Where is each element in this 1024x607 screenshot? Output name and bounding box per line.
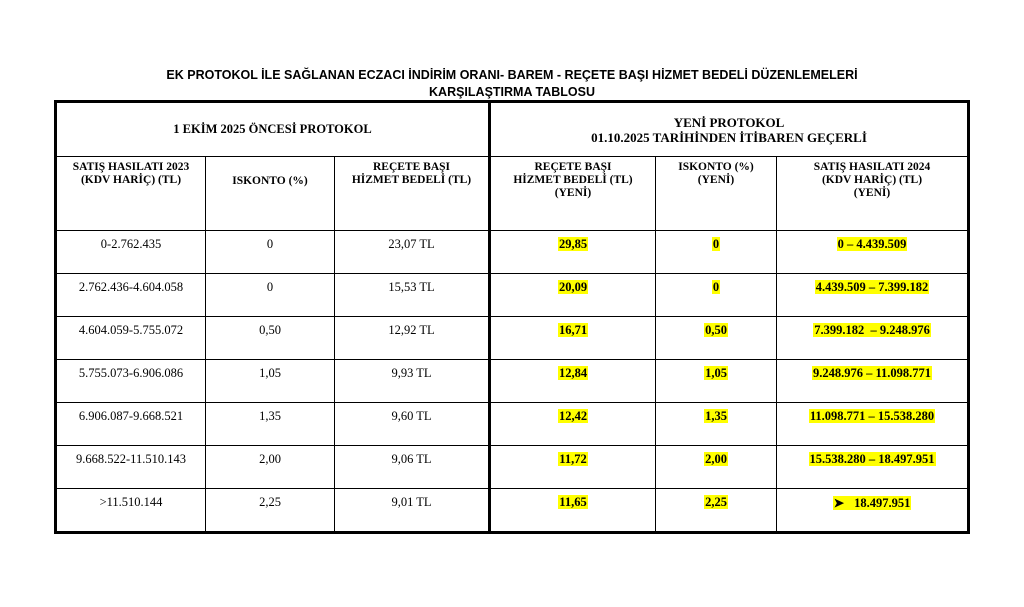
- highlighted-value: 11.098.771 – 15.538.280: [809, 409, 935, 423]
- new-iskonto-cell: [656, 231, 777, 274]
- old-range-cell: 2.762.436-4.604.058: [56, 274, 206, 317]
- arrow-bullet-icon: ➤: [833, 496, 845, 510]
- table-row: [56, 360, 969, 403]
- col-header-text: REÇETE BAŞI: [534, 161, 612, 173]
- highlighted-value: 12,42: [558, 409, 588, 423]
- new-range-cell: [777, 403, 969, 446]
- old-fee-cell: 9,93 TL: [335, 360, 490, 403]
- new-fee-cell: [490, 489, 656, 533]
- new-iskonto-cell: [656, 274, 777, 317]
- highlighted-value: 16,71: [558, 323, 588, 337]
- new-range-cell: [777, 489, 969, 533]
- highlighted-value: 0: [712, 237, 720, 251]
- table-row: [56, 274, 969, 317]
- new-protocol-header: [490, 102, 969, 157]
- old-range-cell: 4.604.059-5.755.072: [56, 317, 206, 360]
- col-header-text: (YENİ): [853, 187, 891, 199]
- highlighted-value: 1,05: [705, 366, 727, 380]
- new-fee-cell: [490, 231, 656, 274]
- col-header-text: (KDV HARİÇ) (TL): [821, 174, 923, 186]
- col-header-text: SATIŞ HASILATI 2024: [813, 161, 931, 173]
- col-header-text: HİZMET BEDELİ (TL): [351, 174, 472, 186]
- col-header-fee-new: [490, 157, 656, 231]
- document-subtitle: KARŞILAŞTIRMA TABLOSU: [429, 85, 595, 99]
- highlighted-value: 9.248.976 – 11.098.771: [812, 366, 932, 380]
- new-fee-cell: [490, 317, 656, 360]
- old-range-cell: 6.906.087-9.668.521: [56, 403, 206, 446]
- highlighted-value: 0,50: [705, 323, 727, 337]
- col-header-text: SATIŞ HASILATI 2023: [72, 161, 190, 173]
- highlighted-value: 29,85: [558, 237, 588, 251]
- table-row: [56, 446, 969, 489]
- document-title: EK PROTOKOL İLE SAĞLANAN ECZACI İNDİRİM ORANI- BAREM - REÇETE BAŞI HİZMET BEDELİ DÜZENLEMELERİ: [166, 68, 858, 82]
- highlighted-value: 0: [712, 280, 720, 294]
- new-range-cell: [777, 446, 969, 489]
- col-header-text: (YENİ): [554, 187, 592, 199]
- highlighted-value: 1,35: [705, 409, 727, 423]
- col-header-fee: [335, 157, 490, 231]
- new-range-text: 18.497.951: [854, 496, 911, 510]
- highlighted-value: 11,65: [559, 495, 587, 509]
- old-fee-cell: 9,01 TL: [335, 489, 490, 533]
- new-iskonto-cell: [656, 317, 777, 360]
- new-range-cell: [777, 317, 969, 360]
- old-iskonto-cell: 1,05: [206, 360, 335, 403]
- col-header-text: HİZMET BEDELİ (TL): [513, 174, 633, 186]
- new-range-cell: [777, 274, 969, 317]
- old-fee-cell: 23,07 TL: [335, 231, 490, 274]
- old-fee-cell: 9,60 TL: [335, 403, 490, 446]
- col-header-sales-2023: [56, 157, 206, 231]
- col-header-text: ISKONTO (%): [232, 175, 308, 187]
- table-row: [56, 231, 969, 274]
- old-iskonto-cell: 2,00: [206, 446, 335, 489]
- col-header-text: (YENİ): [697, 174, 735, 186]
- old-fee-cell: 15,53 TL: [335, 274, 490, 317]
- new-protocol-label: YENİ PROTOKOL: [673, 114, 785, 130]
- highlighted-value-with-arrow: [833, 496, 912, 510]
- highlighted-value: 7.399.182 – 9.248.976: [814, 323, 930, 337]
- old-fee-cell: 9,06 TL: [335, 446, 490, 489]
- old-iskonto-cell: 0: [206, 274, 335, 317]
- old-protocol-label: 1 EKİM 2025 ÖNCESİ PROTOKOL: [173, 122, 372, 136]
- table-row: [56, 489, 969, 533]
- new-fee-cell: [490, 403, 656, 446]
- highlighted-value: 4.439.509 – 7.399.182: [815, 280, 929, 294]
- highlighted-value: 0 – 4.439.509: [837, 237, 907, 251]
- comparison-table: [54, 100, 970, 534]
- new-iskonto-cell: [656, 360, 777, 403]
- new-iskonto-cell: [656, 489, 777, 533]
- highlighted-value: 11,72: [559, 452, 587, 466]
- new-range-cell: [777, 231, 969, 274]
- new-fee-cell: [490, 360, 656, 403]
- old-range-cell: 9.668.522-11.510.143: [56, 446, 206, 489]
- table-row: [56, 403, 969, 446]
- col-header-sales-2024: [777, 157, 969, 231]
- new-iskonto-cell: [656, 403, 777, 446]
- highlighted-value: 2,00: [705, 452, 727, 466]
- old-iskonto-cell: 1,35: [206, 403, 335, 446]
- new-fee-cell: [490, 274, 656, 317]
- col-header-iskonto-new: [656, 157, 777, 231]
- highlighted-value: 15.538.280 – 18.497.951: [809, 452, 935, 466]
- old-range-cell: 5.755.073-6.906.086: [56, 360, 206, 403]
- new-fee-cell: [490, 446, 656, 489]
- col-header-text: ISKONTO (%): [678, 161, 754, 173]
- new-range-cell: [777, 360, 969, 403]
- col-header-text: REÇETE BAŞI: [372, 161, 450, 173]
- col-header-iskonto: [206, 157, 335, 231]
- old-iskonto-cell: 0,50: [206, 317, 335, 360]
- old-iskonto-cell: 0: [206, 231, 335, 274]
- highlighted-value: 2,25: [705, 495, 727, 509]
- highlighted-value: 12,84: [558, 366, 588, 380]
- old-iskonto-cell: 2,25: [206, 489, 335, 533]
- table-row: [56, 317, 969, 360]
- old-fee-cell: 12,92 TL: [335, 317, 490, 360]
- col-header-text: (KDV HARİÇ) (TL): [80, 174, 182, 186]
- new-iskonto-cell: [656, 446, 777, 489]
- old-protocol-header: [56, 102, 490, 157]
- new-protocol-validity: 01.10.2025 TARİHİNDEN İTİBAREN GEÇERLİ: [591, 129, 867, 145]
- highlighted-value: 20,09: [558, 280, 588, 294]
- old-range-cell: >11.510.144: [56, 489, 206, 533]
- old-range-cell: 0-2.762.435: [56, 231, 206, 274]
